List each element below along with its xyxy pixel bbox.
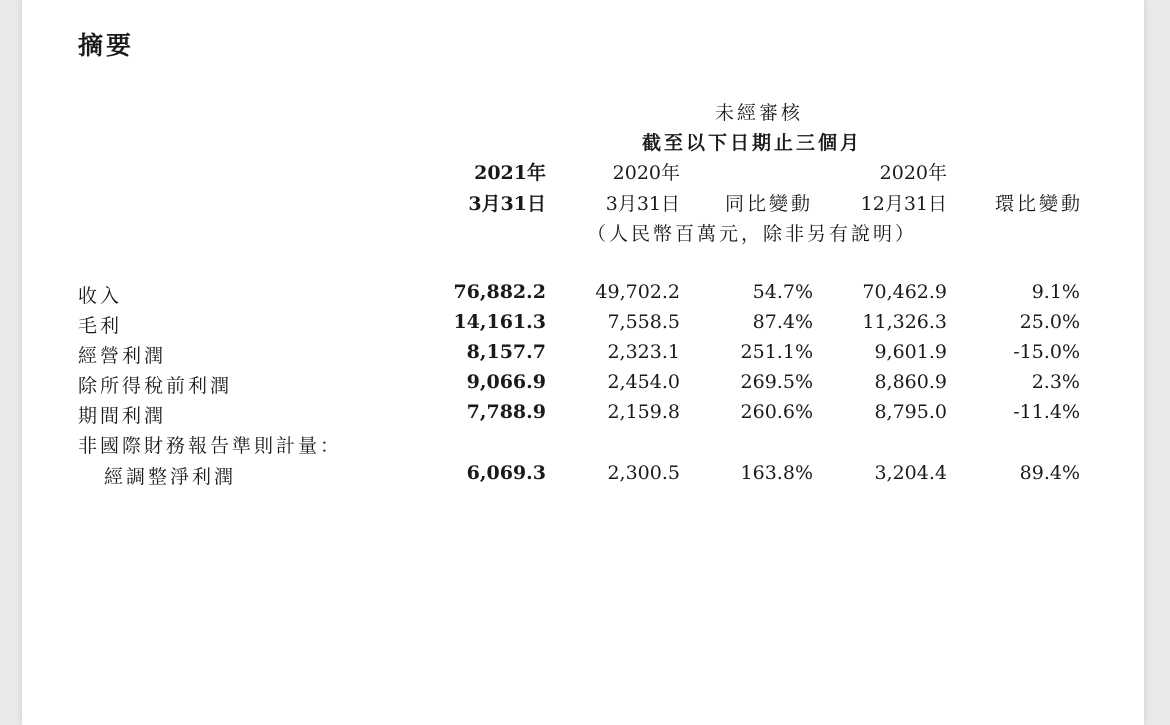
col2-year: 2020年 xyxy=(612,162,680,184)
document-page xyxy=(22,0,1144,725)
operating-profit-2021q1: 8,157.7 xyxy=(466,341,546,363)
pbt-2020q4: 8,860.9 xyxy=(874,371,947,393)
revenue-2021q1: 76,882.2 xyxy=(453,281,546,303)
row-label-profit-before-tax: 除所得稅前利潤 xyxy=(78,375,233,397)
period-profit-yoy: 260.6% xyxy=(740,401,813,423)
operating-profit-2020q4: 9,601.9 xyxy=(874,341,947,363)
pbt-yoy: 269.5% xyxy=(740,371,813,393)
nongaap-heading: 非國際財務報告準則計量： xyxy=(78,435,343,457)
col2-date: 3月31日 xyxy=(605,193,680,215)
row-label-adjusted-net-profit: 經調整淨利潤 xyxy=(104,466,237,488)
period-profit-2020q1: 2,159.8 xyxy=(607,401,680,423)
gross-profit-2021q1: 14,161.3 xyxy=(453,311,546,333)
unit-note: （人民幣百萬元，除非另有說明） xyxy=(586,223,917,245)
page-title: 摘要 xyxy=(78,31,135,60)
row-label-operating-profit: 經營利潤 xyxy=(78,345,167,367)
adj-net-profit-qoq: 89.4% xyxy=(1019,462,1080,484)
adj-net-profit-yoy: 163.8% xyxy=(740,462,813,484)
pbt-2021q1: 9,066.9 xyxy=(466,371,546,393)
col3-header: 同比變動 xyxy=(724,193,813,215)
revenue-yoy: 54.7% xyxy=(752,281,813,303)
col5-header: 環比變動 xyxy=(994,193,1083,215)
operating-profit-yoy: 251.1% xyxy=(740,341,813,363)
gross-profit-qoq: 25.0% xyxy=(1019,311,1080,333)
period-heading: 截至以下日期止三個月 xyxy=(641,132,862,154)
period-profit-2020q4: 8,795.0 xyxy=(874,401,947,423)
col1-date: 3月31日 xyxy=(468,193,546,215)
revenue-2020q1: 49,702.2 xyxy=(595,281,680,303)
audit-status: 未經審核 xyxy=(714,102,803,124)
adj-net-profit-2020q4: 3,204.4 xyxy=(874,462,947,484)
revenue-2020q4: 70,462.9 xyxy=(862,281,947,303)
operating-profit-qoq: -15.0% xyxy=(1013,341,1080,363)
gross-profit-2020q1: 7,558.5 xyxy=(607,311,680,333)
col4-date: 12月31日 xyxy=(860,193,947,215)
revenue-qoq: 9.1% xyxy=(1031,281,1080,303)
period-profit-2021q1: 7,788.9 xyxy=(466,401,546,423)
col4-year: 2020年 xyxy=(879,162,947,184)
pbt-qoq: 2.3% xyxy=(1031,371,1080,393)
row-label-period-profit: 期間利潤 xyxy=(78,405,167,427)
pbt-2020q1: 2,454.0 xyxy=(607,371,680,393)
col1-year: 2021年 xyxy=(474,162,546,184)
gross-profit-2020q4: 11,326.3 xyxy=(862,311,947,333)
operating-profit-2020q1: 2,323.1 xyxy=(607,341,680,363)
row-label-gross-profit: 毛利 xyxy=(78,315,123,337)
adj-net-profit-2020q1: 2,300.5 xyxy=(607,462,680,484)
adj-net-profit-2021q1: 6,069.3 xyxy=(466,462,546,484)
gross-profit-yoy: 87.4% xyxy=(752,311,813,333)
row-label-revenue: 收入 xyxy=(78,285,123,307)
period-profit-qoq: -11.4% xyxy=(1013,401,1080,423)
